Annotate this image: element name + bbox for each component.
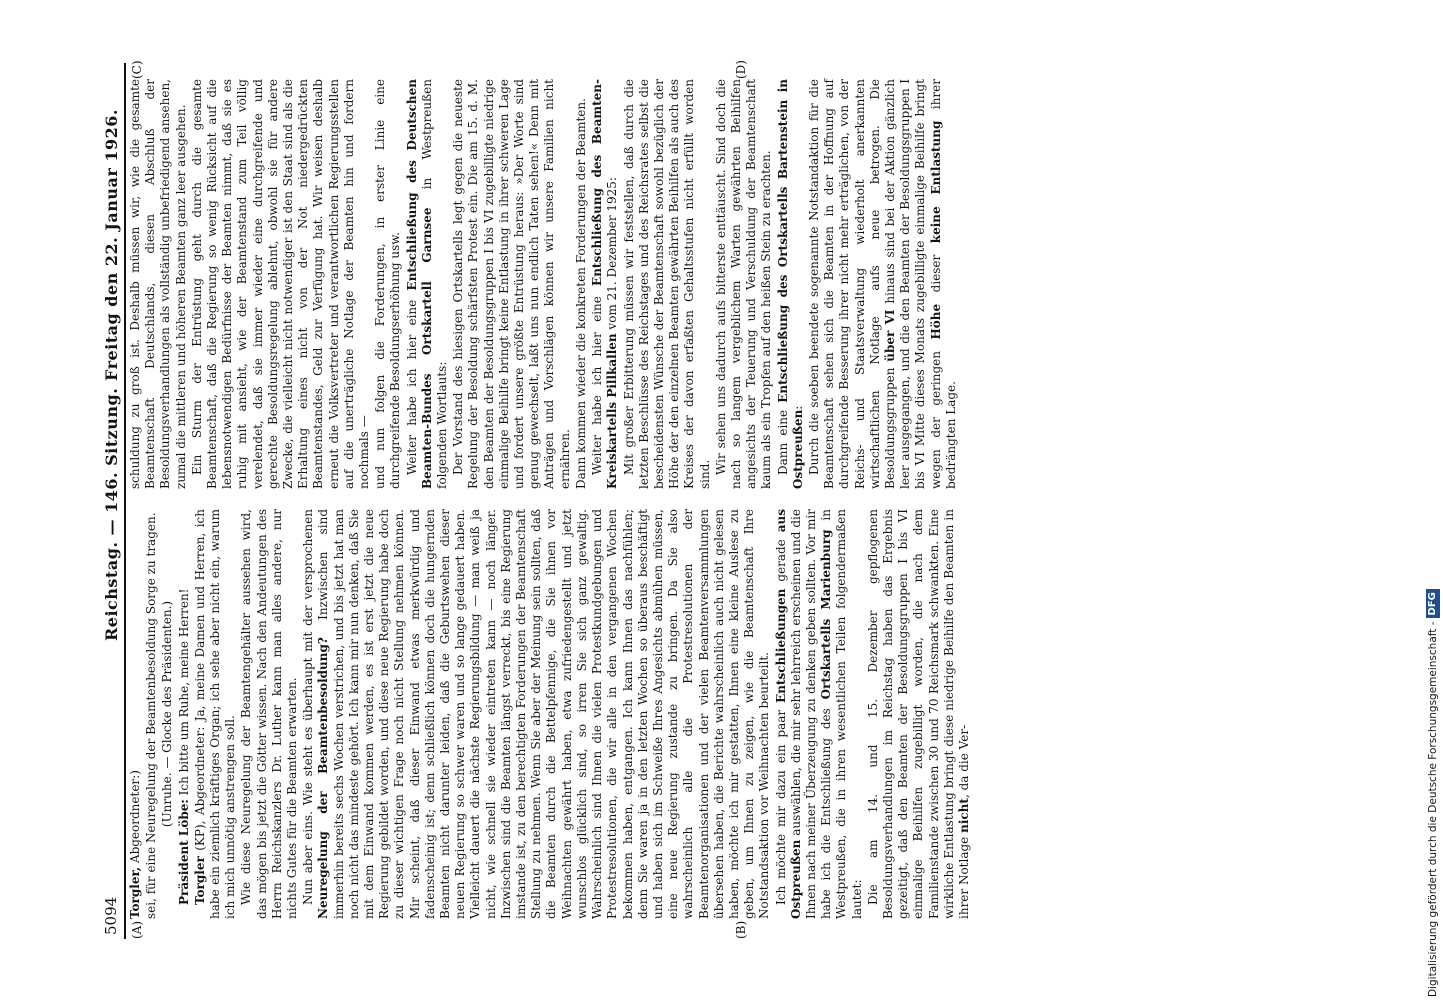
paragraph: Mit großer Erbitterung müssen wir feststellen, daß durch die letzten Beschlüsse des Reichstages und des Reichsrates selbst die bescheidensten Wünsche der Beamtenschaft sowohl bezüglich der Höhe der den einzelnen Beamten gewährten Beihilfen als auch des Kreises der davon erfaßten Gehaltsstufen nicht erfüllt worden sind. <box>621 79 712 489</box>
paragraph: Dann eine Entschließung des Ortskartells Bartenstein in Ostpreußen: <box>775 79 805 489</box>
paragraph: Ein Sturm der Entrüstung geht durch die gesamte Beamtenschaft, daß die Regierung so wenig Rücksicht auf die lebensnotwendigen Bedürfnisse der Beamten nimmt, daß sie es ruhig mit ansieht, wie der Beamtenstand zum Teil völlig verelendet, daß sie immer wieder eine durchgreifende und gerechte Besoldungsregelung ablehnt, obwohl sie für andere Zwecke, die vielleicht nicht notwendiger ist den Staat sind als die Erhaltung eines nicht von der Not niedergedrückten Beamtenstandes, Geld zur Verfügung hat. Wir weisen deshalb erneut die Volksvertreter und verantwortlichen Regierungsstellen auf die unerträgliche Notlage der Beamten hin und fordern nochmals — <box>189 79 372 489</box>
header-left-title: Reichstag. — 146. Sitzung. <box>102 387 121 641</box>
right-text-column <box>128 79 1308 489</box>
left-text-column <box>128 509 1308 919</box>
paragraph: Wir sehen uns dadurch aufs bitterste enttäuscht. Sind doch die nach so langem vergeblichem Warten gewährten Beihilfen angesichts der Teuerung und Verschuldung der Beamtenschaft kaum als ein Tropfen auf den heißen Stein zu erachten. <box>713 79 774 489</box>
paragraph: Ich möchte mir dazu ein paar Entschließungen gerade aus Ostpreußen auswählen, die mir sehr lehrreich erscheinen und die Ihnen nach meiner Überzeugung zu denken geben sollten. Vor mir habe ich die Entschließung des Ortskartells Marienburg in Westpreußen, die in ihren wesentlichen Teilen folgendermaßen lautet: <box>773 509 864 919</box>
paragraph: schuldung zu groß ist. Deshalb müssen wir, wie die gesamte Beamtenschaft Deutschlands, diesen Abschluß der Besoldungsverhandlungen als vollständig unbefriedigend ansehen, zumal die mittleren und höheren Beamten ganz leer ausgehen. <box>128 79 188 489</box>
paragraph: Dann kommen wieder die konkreten Forderungen der Beamten. <box>573 98 588 489</box>
dfg-logo: DFG <box>1426 589 1440 618</box>
paragraph: Die am 14. und 15. Dezember gepflogenen Besoldungsverhandlungen im Reichstag haben das Ergebnis gezeitigt, daß den Beamten der Besoldungsgruppen I bis VI einmalige Beihilfen zugebilligt worden, die nach dem Familienstande zwischen 30 und 70 Reichsmark schwankten. Eine wirkliche Entlastung bringt diese niedrige Beihilfe den Beamten in ihrer Notlage nicht, da die Ver- <box>865 509 971 919</box>
paragraph: und nun folgen die Forderungen, in erster Linie eine durchgreifende Besoldungserhöhung usw. <box>373 79 403 489</box>
margin-marker-d: (D) <box>734 60 748 79</box>
paragraph: sei, für eine Neuregelung der Beamtenbesoldung Sorge zu tragen. <box>144 512 159 919</box>
paragraph: Der Vorstand des hiesigen Ortskartells legt gegen die neueste Regelung der Besoldung schärfsten Protest ein. Die am 15. d. M. den Beamten der Besoldungsgruppen I bis VI zugebilligte niedrige einmalige Beihilfe bringt keine Entlastung in ihrer schweren Lage und fordert unsere größte Entrüstung heraus: »Der Worte sind genug gewechselt, laßt uns nun endlich Taten sehen!« Denn mit Anträgen und Vorschlägen können wir unsere Familien nicht ernähren. <box>451 79 572 489</box>
paragraph: Durch die soeben beendete sogenannte Notstandaktion für die Beamtenschaft sehen sich die Beamten in der Hoffnung auf durchgreifende Besserung ihrer nicht mehr erträglichen, von der Reichs- und Staatsverwaltung wiederholt anerkannten wirtschaftlichen Notlage aufs neue betrogen. Die Besoldungsgruppen über VI hinaus sind bei der Aktion gänzlich leer ausgegangen, und die den Beamten der Besoldungsgruppen I bis VI Mitte dieses Monats zugebilligte einmalige Beihilfe bringt wegen der geringen Höhe dieser keine Entlastung ihrer bedrängten Lage. <box>806 79 958 489</box>
paragraph: Wie diese Neuregelung der Beamtengehälter aussehen wird, das mögen bis jetzt die Götter wissen. Nach den Andeutungen des Herrn Reichskanzlers Dr. Luther kann man alles andere, nur nichts Gutes für die Beamten erwarten. <box>239 509 300 919</box>
margin-marker-b: (B) <box>734 920 748 939</box>
header-right-title: Freitag den 22. Januar 1926. <box>102 109 121 381</box>
header-rule <box>124 63 126 939</box>
funding-note <box>1402 3 1439 997</box>
scanned-page <box>94 61 1320 941</box>
funding-note-text: Digitalisierung gefördert durch die Deutsche Forschungsgemeinschaft - <box>1427 621 1439 997</box>
margin-marker-a: (A) <box>130 920 144 939</box>
paragraph: Präsident Löbe: Ich bitte um Ruhe, meine Herren! <box>176 588 191 905</box>
page-header <box>100 61 124 941</box>
margin-marker-c: (C) <box>130 60 144 79</box>
paragraph: Weiter habe ich hier eine Entschließung des Deutschen Beamten-Bundes Ortskartell Garnsee in Westpreußen folgenden Wortlauts: <box>404 79 450 489</box>
paragraph: Torgler (KP), Abgeordneter: Ja, meine Damen und Herren, ich habe ein ziemlich kräftiges Organ; ich sehe aber nicht ein, warum ich mich unnötig anstrengen soll. <box>192 509 238 919</box>
paragraph: Torgler, Abgeordneter:) <box>128 770 142 919</box>
paragraph: Weiter habe ich hier eine Entschließung des Beamten-Kreiskartells Pillkallen vom 21. Dezember 1925: <box>590 78 620 489</box>
paragraph: (Unruhe. — Glocke des Präsidenten.) <box>160 600 175 828</box>
paragraph: Nun aber eins. Wie steht es überhaupt mit der versprochenen Neuregelung der Beamtenbesoldung? Inzwischen sind immerhin bereits sechs Wochen verstrichen, und bis jetzt hat man noch nicht das mindeste gehört. Ich kann mir nun denken, daß Sie mit dem Einwand kommen werden, es ist erst jetzt die neue Regierung gebildet worden, und diese neue Regierung habe doch zu dieser wichtigen Frage noch nicht Stellung nehmen können. Mir scheint, daß dieser Einwand etwas merkwürdig und fadenscheinig ist; denn schließlich können doch die hungernden Beamten nicht darunter leiden, daß die Geburtswehen dieser neuen Regierung so schwer waren und so lange gedauert haben. Vielleicht dauert die nächste Regierungsbildung — man weiß ja nicht, wie schnell sie wieder eintreten kann — noch länger. Inzwischen sind die Beamten längst verreckt, bis eine Regierung imstande ist, zu den berechtigten Forderungen der Beamtenschaft Stellung zu nehmen. Wenn Sie aber der Meinung sein sollten, daß die Beamten durch die Bettelpfennige, die Sie ihnen vor Weihnachten gewährt haben, etwa zufriedengestellt und jetzt wunschlos glücklich sind, so irren Sie sich ganz gewaltig. Wahrscheinlich sind Ihnen die vielen Protestkundgebungen und Protestresolutionen, die wir alle in den vergangenen Wochen bekommen haben, entgangen. Ich kann Ihnen das nachfühlen; denn Sie waren ja in den letzten Wochen so überaus beschäftigt und haben sich im Schweiße Ihres Angesichts abmühen müssen, eine neue Regierung zustande zu bringen. Da Sie also wahrscheinlich alle die Protestresolutionen der Beamtenorganisationen und der vielen Beamtenversammlungen übersehen haben, die Berichte wahrscheinlich auch nicht gelesen haben, möchte ich mir gestatten, Ihnen eine kleine Auslese zu geben, um Ihnen zu zeigen, wie die Beamtenschaft Ihre Notstandsaktion vor Weihnachten beurteilt. <box>301 508 772 919</box>
page-number: 5094 <box>102 896 120 935</box>
